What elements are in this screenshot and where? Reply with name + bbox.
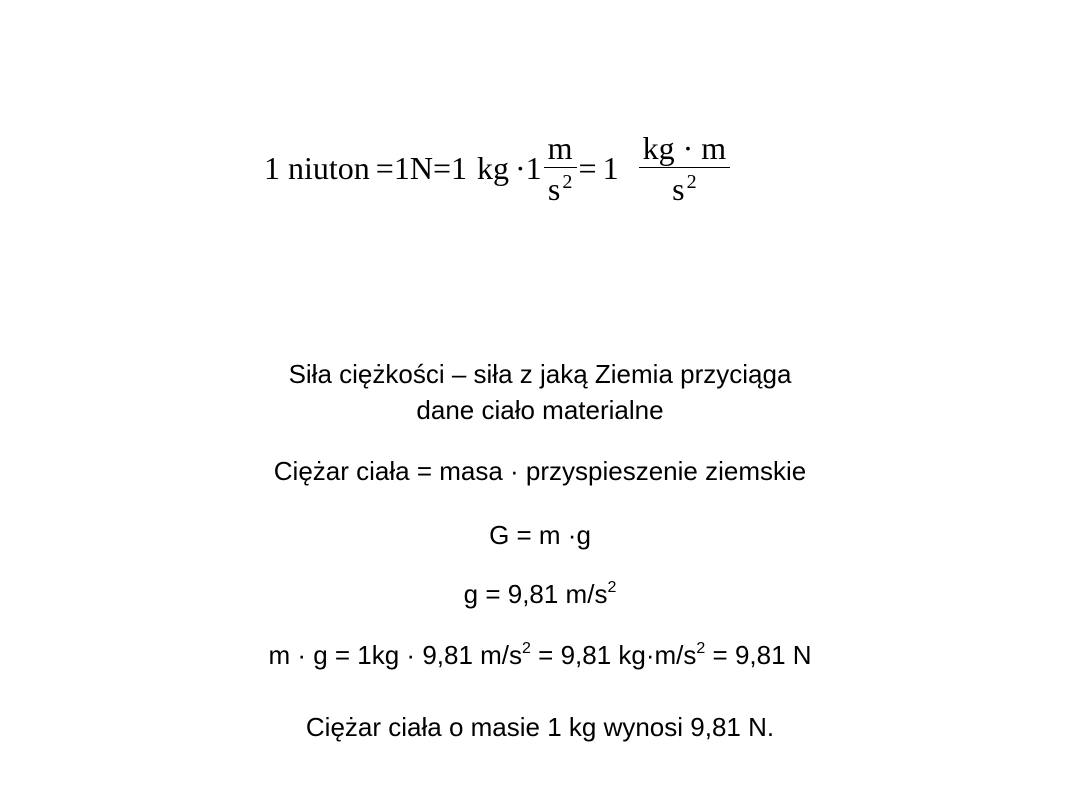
calc-part-2: = 9,81 kg·m/s xyxy=(530,640,697,670)
newton-definition-formula xyxy=(264,118,732,218)
formula-unit-n: N xyxy=(409,149,433,186)
formula-equals-3: = xyxy=(578,149,597,186)
fraction-2-den-exponent: 2 xyxy=(686,170,697,193)
calc-part-3: = 9,81 N xyxy=(705,640,812,670)
g-value-text: g = 9,81 m/s xyxy=(463,579,608,609)
formula-dot: · xyxy=(514,149,526,186)
calc-exponent-1: 2 xyxy=(522,640,531,657)
formula-unit-kg: kg xyxy=(476,149,509,186)
fraction-1-denominator xyxy=(544,168,576,205)
gravity-definition-line-1: Siła ciężkości – siła z jaką Ziemia przyciąga xyxy=(288,359,792,389)
formula-equals-1: = xyxy=(375,149,394,186)
fraction-2-den-base: s xyxy=(672,170,685,207)
fraction-1-den-base: s xyxy=(547,170,561,207)
calc-exponent-2: 2 xyxy=(696,640,706,657)
weight-calculation xyxy=(0,638,1080,672)
formula-one-4: 1 xyxy=(602,149,619,186)
fraction-m-over-s2 xyxy=(544,129,577,207)
fraction-2-numerator: kg · m xyxy=(642,129,727,166)
formula-one-2: 1 xyxy=(450,149,467,186)
fraction-2-denominator xyxy=(668,168,700,205)
calc-part-1: m · g = 1kg · 9,81 m/s xyxy=(268,640,523,670)
g-value-exponent: 2 xyxy=(607,579,617,596)
weight-conclusion: Ciężar ciała o masie 1 kg wynosi 9,81 N. xyxy=(305,712,775,742)
fraction-kgm-over-s2 xyxy=(639,129,731,207)
gravity-acceleration-value xyxy=(0,577,1080,611)
fraction-1-numerator: m xyxy=(547,129,573,166)
formula-lhs: 1 niuton xyxy=(264,149,370,186)
formula-one-1: 1 xyxy=(393,149,410,186)
gravity-definition-line-2: dane ciało materialne xyxy=(416,395,664,425)
weight-definition: Ciężar ciała = masa · przyspieszenie ziemskie xyxy=(273,456,807,486)
weight-formula: G = m ·g xyxy=(489,520,591,550)
fraction-1-den-exponent: 2 xyxy=(562,170,573,193)
formula-equals-2: = xyxy=(432,149,451,186)
formula-one-3: 1 xyxy=(525,149,542,186)
